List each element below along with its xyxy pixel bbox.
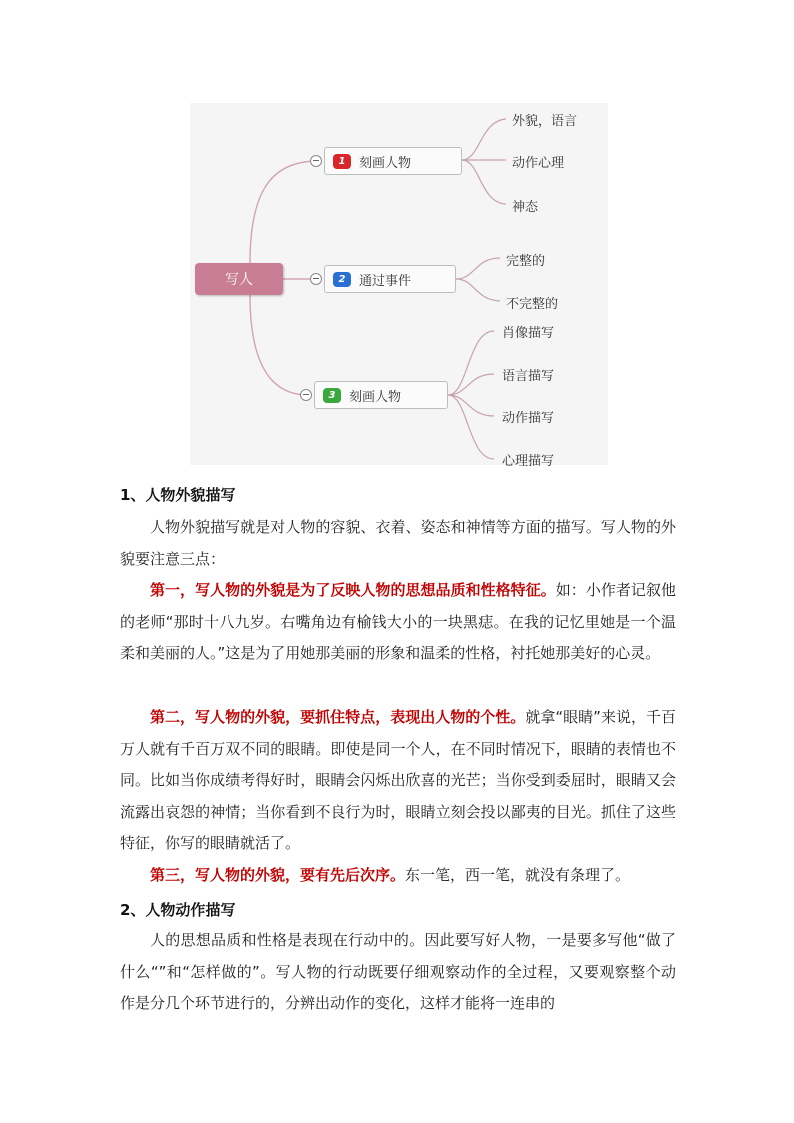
- highlight-text: 第一，写人物的外貌是为了反映人物的思想品质和性格特征。: [150, 581, 556, 599]
- leaf-label: 不完整的: [506, 297, 559, 312]
- paragraph-text: 东一笔，西一笔，就没有条理了。: [405, 866, 631, 884]
- branch-label: 刻画人物: [359, 155, 412, 171]
- paragraph: [120, 925, 676, 1020]
- leaf-label: 动作描写: [502, 411, 555, 426]
- collapse-toggle-icon[interactable]: [310, 273, 322, 285]
- leaf-label: 肖像描写: [502, 326, 555, 341]
- section-heading: 2、人物动作描写: [120, 901, 236, 919]
- branch-1: [324, 147, 462, 175]
- paragraph: [120, 702, 676, 860]
- leaf-label: 语言描写: [502, 369, 555, 384]
- branch-label: 通过事件: [359, 273, 412, 289]
- leaf-label: 心理描写: [502, 454, 555, 469]
- paragraph-text: 如：小作者记叙他的老师“那时十八九岁。右嘴角边有榆钱大小的一块黑痣。在我的记忆里她是一个温柔和美丽的人。”这是为了用她那美丽的形象和温柔的性格，衬托她那美好的心灵。: [120, 581, 676, 662]
- number-badge-icon: 1: [333, 154, 351, 169]
- leaf-label: 外貌，语言: [512, 114, 578, 129]
- paragraph-text: 人的思想品质和性格是表现在行动中的。因此要写好人物，一是要多写他“做了什么“”和“怎样做的”。写人物的行动既要仔细观察动作的全过程，又要观察整个动作是分几个环节进行的，分辨出动作的变化，这样才能将一连串的: [120, 931, 676, 1012]
- mind-map-figure: [190, 103, 608, 469]
- branch-2: [324, 265, 456, 293]
- leaf-label: 完整的: [506, 254, 546, 269]
- highlight-text: 第二，写人物的外貌，要抓住特点，表现出人物的个性。: [150, 708, 526, 726]
- branch-3: [314, 381, 448, 409]
- paragraph: [120, 575, 676, 670]
- number-badge-icon: 2: [333, 272, 351, 287]
- leaf-label: 神态: [512, 200, 539, 215]
- branch-label: 刻画人物: [349, 389, 402, 405]
- number-badge-icon: 3: [323, 388, 341, 403]
- paragraph-text: 就拿“眼睛”来说，千百万人就有千百万双不同的眼睛。即使是同一个人，在不同时情况下，眼睛的表情也不同。比如当你成绩考得好时，眼睛会闪烁出欣喜的光芒；当你受到委屈时，眼睛又会流露出哀怨的神情；当你看到不良行为时，眼睛立刻会投以鄙夷的目光。抓住了这些特征，你写的眼睛就活了。: [120, 708, 676, 852]
- leaf-label: 动作心理: [512, 156, 565, 171]
- section-heading: 1、人物外貌描写: [120, 486, 236, 504]
- collapse-toggle-icon[interactable]: [300, 389, 312, 401]
- paragraph: [120, 860, 676, 892]
- highlight-text: 第三，写人物的外貌，要有先后次序。: [150, 866, 406, 884]
- paragraph: [120, 512, 676, 575]
- mind-map-root: 写人: [195, 263, 283, 295]
- paragraph-text: 人物外貌描写就是对人物的容貌、衣着、姿态和神情等方面的描写。写人物的外貌要注意三点：: [120, 518, 676, 568]
- collapse-toggle-icon[interactable]: [310, 155, 322, 167]
